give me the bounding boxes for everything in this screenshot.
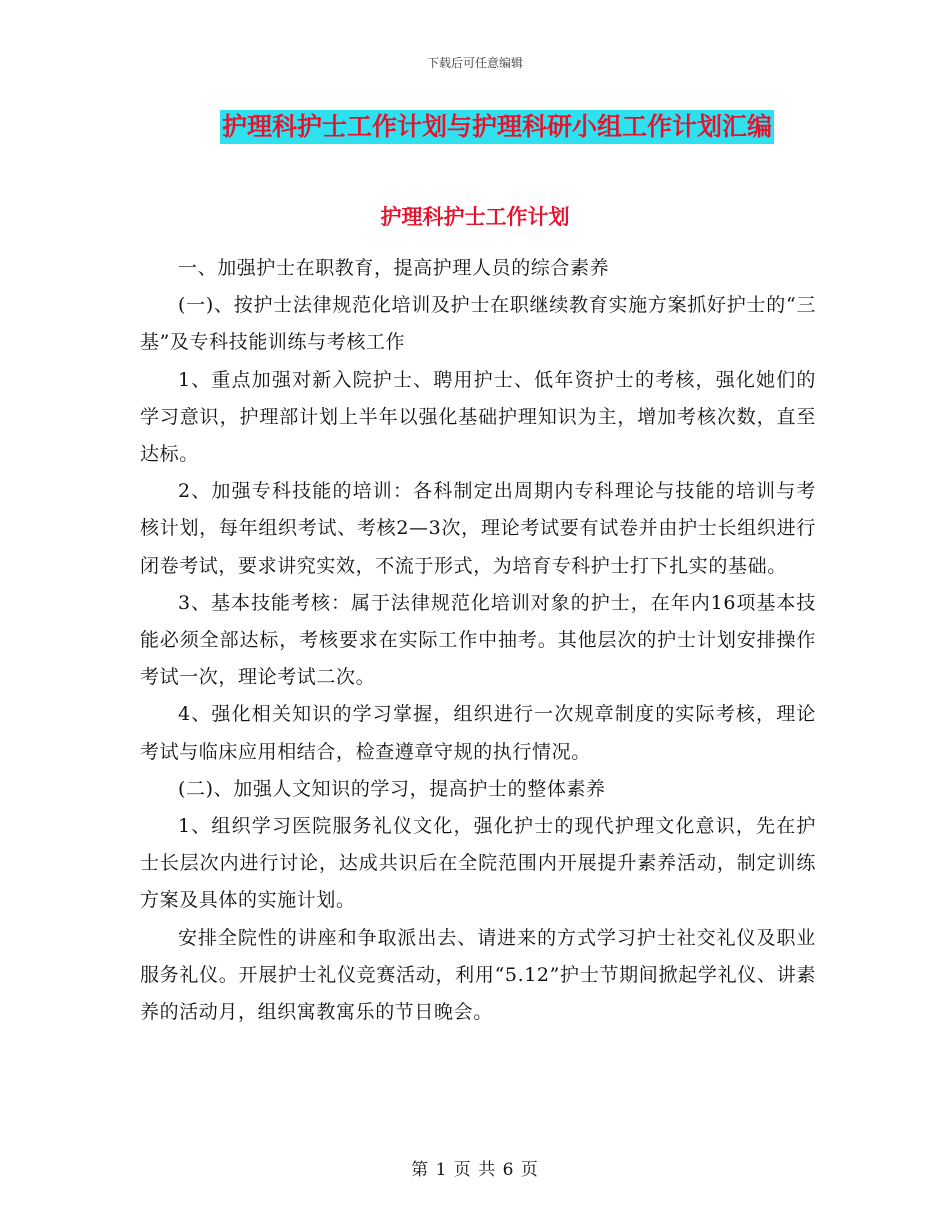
document-body — [140, 250, 816, 1031]
paragraph-item-5: 1、组织学习医院服务礼仪文化，强化护士的现代护理文化意识，先在护士长层次内进行讨论，达成共识后在全院范围内开展提升素养活动，制定训练方案及具体的实施计划。 — [140, 815, 816, 912]
document-title: 护理科护士工作计划与护理科研小组工作计划汇编 — [220, 110, 774, 144]
page-number: 第 1 页 共 6 页 — [411, 1160, 539, 1180]
document-title-container — [0, 110, 950, 144]
paragraph-heading-1: 一、加强护士在职教育，提高护理人员的综合素养 — [178, 257, 610, 279]
paragraph-subheading-1: (一)、按护士法律规范化培训及护士在职继续教育实施方案抓好护士的“三基”及专科技能训练与考核工作 — [140, 294, 816, 354]
paragraph-item-6: 安排全院性的讲座和争取派出去、请进来的方式学习护士社交礼仪及职业服务礼仪。开展护士礼仪竞赛活动，利用“5.12”护士节期间掀起学礼仪、讲素养的活动月，组织寓教寓乐的节日晚会。 — [140, 926, 816, 1024]
paragraph-item-4: 4、强化相关知识的学习掌握，组织进行一次规章制度的实际考核，理论考试与临床应用相结合，检查遵章守规的执行情况。 — [140, 703, 816, 763]
paragraph-item-1: 1、重点加强对新入院护士、聘用护士、低年资护士的考核，强化她们的学习意识，护理部计划上半年以强化基础护理知识为主，增加考核次数，直至达标。 — [140, 368, 816, 466]
header-note: 下载后可任意编辑 — [426, 56, 523, 70]
paragraph-item-3: 3、基本技能考核：属于法律规范化培训对象的护士，在年内16项基本技能必须全部达标，考核要求在实际工作中抽考。其他层次的护士计划安排操作考试一次，理论考试二次。 — [140, 591, 816, 689]
paragraph-subheading-2: (二)、加强人文知识的学习，提高护士的整体素养 — [178, 777, 606, 800]
paragraph-item-2: 2、加强专科技能的培训：各科制定出周期内专科理论与技能的培训与考核计划，每年组织考试、考核2—3次，理论考试要有试卷并由护士长组织进行闭卷考试，要求讲究实效，不流于形式，为培育专科护士打下扎实的基础。 — [140, 480, 816, 577]
section-title: 护理科护士工作计划 — [380, 204, 570, 229]
